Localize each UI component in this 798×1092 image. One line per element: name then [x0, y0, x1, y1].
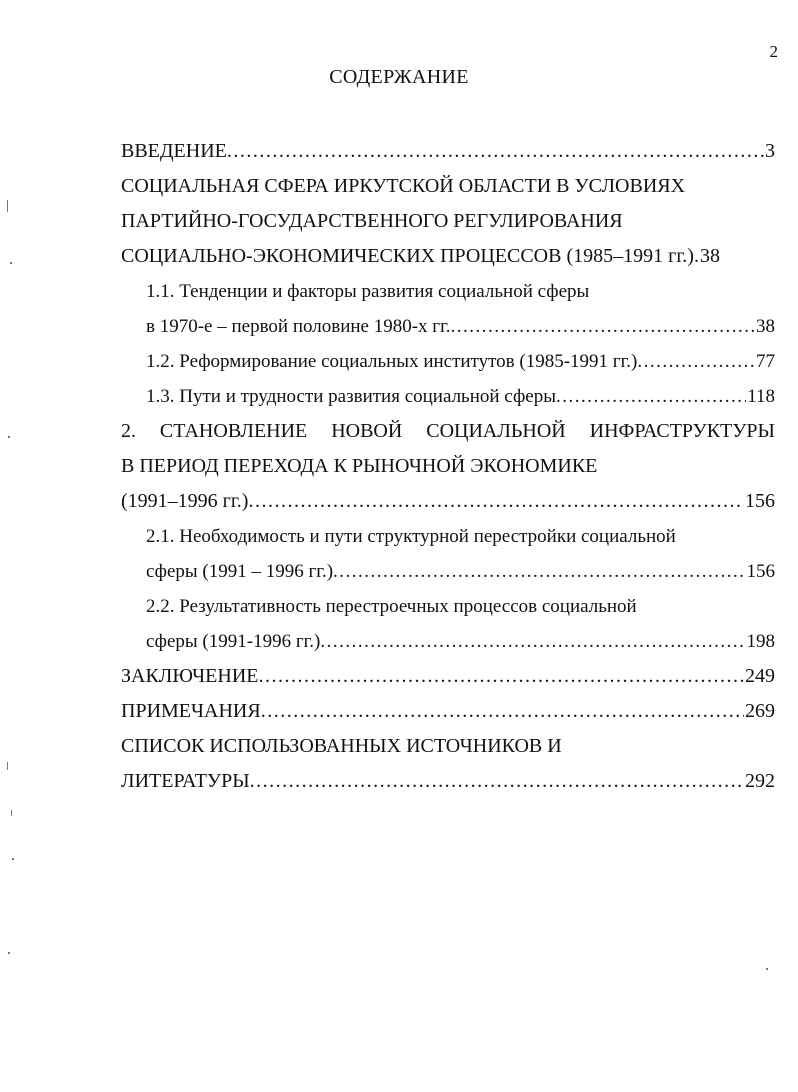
toc-entry-chapter-1[interactable]	[121, 239, 775, 274]
toc-entry-introduction[interactable]	[121, 134, 775, 169]
toc-page-number: 77	[756, 351, 775, 372]
scan-speck	[7, 200, 8, 212]
toc-entry-title: 1.2. Реформирование социальных институтов (1985-1991 гг.)	[146, 351, 638, 372]
scan-speck	[10, 262, 12, 264]
toc-entry-section-1-3[interactable]	[121, 379, 775, 414]
toc-entry-title: ЗАКЛЮЧЕНИЕ	[121, 665, 259, 687]
dot-leader	[556, 379, 746, 414]
toc-page-number: 269	[745, 700, 775, 722]
toc-section-1-1-line-2: в 1970-е – первой половине 1980-х гг.	[146, 316, 451, 337]
toc-page-number: 3	[765, 140, 775, 162]
toc-chapter-2-line-1	[121, 414, 775, 449]
scan-speck	[766, 968, 768, 970]
dot-leader	[451, 309, 755, 344]
toc-page-number: 198	[746, 631, 775, 652]
dot-leader	[227, 134, 764, 169]
toc-entry-section-1-1[interactable]	[121, 309, 775, 344]
toc-entry-section-2-1[interactable]	[121, 554, 775, 589]
scan-speck	[8, 436, 10, 438]
toc-page-number: 38	[699, 245, 720, 267]
scan-speck	[8, 952, 10, 954]
toc-word: СОЦИАЛЬНОЙ	[426, 420, 566, 442]
dot-leader	[637, 344, 755, 379]
toc-section-1-1-line-1: 1.1. Тенденции и факторы развития социальной сферы	[146, 281, 590, 302]
toc-entry-conclusion[interactable]	[121, 659, 775, 694]
toc-chapter-2-line-3: (1991–1996 гг.)	[121, 490, 249, 512]
scan-speck	[7, 762, 8, 770]
toc-page-number: 156	[746, 561, 775, 582]
page-number: 2	[769, 42, 778, 61]
toc-section-2-2-line-2: сферы (1991-1996 гг.)	[146, 631, 321, 652]
toc-sources-line-1: СПИСОК ИСПОЛЬЗОВАННЫХ ИСТОЧНИКОВ И	[121, 735, 562, 757]
toc-chapter-1-line-1: СОЦИАЛЬНАЯ СФЕРА ИРКУТСКОЙ ОБЛАСТИ В УСЛОВИЯХ	[121, 175, 686, 197]
scan-speck	[11, 810, 12, 816]
toc-page-number: 156	[745, 490, 775, 512]
toc-entry-notes[interactable]	[121, 694, 775, 729]
toc-entry-title: ПРИМЕЧАНИЯ	[121, 700, 261, 722]
dot-leader	[258, 659, 744, 694]
dot-leader	[250, 764, 744, 799]
toc-entry-title: ВВЕДЕНИЕ	[121, 140, 227, 162]
toc-chapter-1-line-3: СОЦИАЛЬНО-ЭКОНОМИЧЕСКИХ ПРОЦЕССОВ (1985–1991 гг.).	[121, 245, 699, 267]
toc-word: НОВОЙ	[331, 420, 403, 442]
toc-section-2-2-line-1: 2.2. Результативность перестроечных процессов социальной	[146, 596, 637, 617]
dot-leader	[248, 484, 744, 519]
toc-entry-sources[interactable]	[121, 764, 775, 799]
toc-entry-title: 1.3. Пути и трудности развития социальной сферы	[146, 386, 556, 407]
toc-section-2-1-line-1: 2.1. Необходимость и пути структурной перестройки социальной	[146, 526, 676, 547]
table-of-contents	[121, 134, 775, 799]
toc-entry-chapter-2[interactable]	[121, 484, 775, 519]
toc-word: СТАНОВЛЕНИЕ	[159, 420, 308, 442]
toc-page-number: 249	[745, 665, 775, 687]
dot-leader	[333, 554, 745, 589]
toc-page-number: 118	[747, 386, 775, 407]
toc-entry-section-2-2[interactable]	[121, 624, 775, 659]
page-title: СОДЕРЖАНИЕ	[329, 66, 469, 88]
toc-chapter-1-line-2: ПАРТИЙНО-ГОСУДАРСТВЕННОГО РЕГУЛИРОВАНИЯ	[121, 210, 623, 232]
toc-section-2-1-line-2: сферы (1991 – 1996 гг.)	[146, 561, 334, 582]
toc-word: 2.	[121, 420, 136, 442]
toc-sources-line-2: ЛИТЕРАТУРЫ	[121, 770, 250, 792]
dot-leader	[261, 694, 744, 729]
toc-page-number: 38	[756, 316, 775, 337]
toc-entry-section-1-2[interactable]	[121, 344, 775, 379]
toc-word: ИНФРАСТРУКТУРЫ	[589, 420, 775, 442]
toc-chapter-2-line-2: В ПЕРИОД ПЕРЕХОДА К РЫНОЧНОЙ ЭКОНОМИКЕ	[121, 455, 598, 477]
toc-page-number: 292	[745, 770, 775, 792]
scan-speck	[12, 858, 14, 860]
dot-leader	[320, 624, 745, 659]
